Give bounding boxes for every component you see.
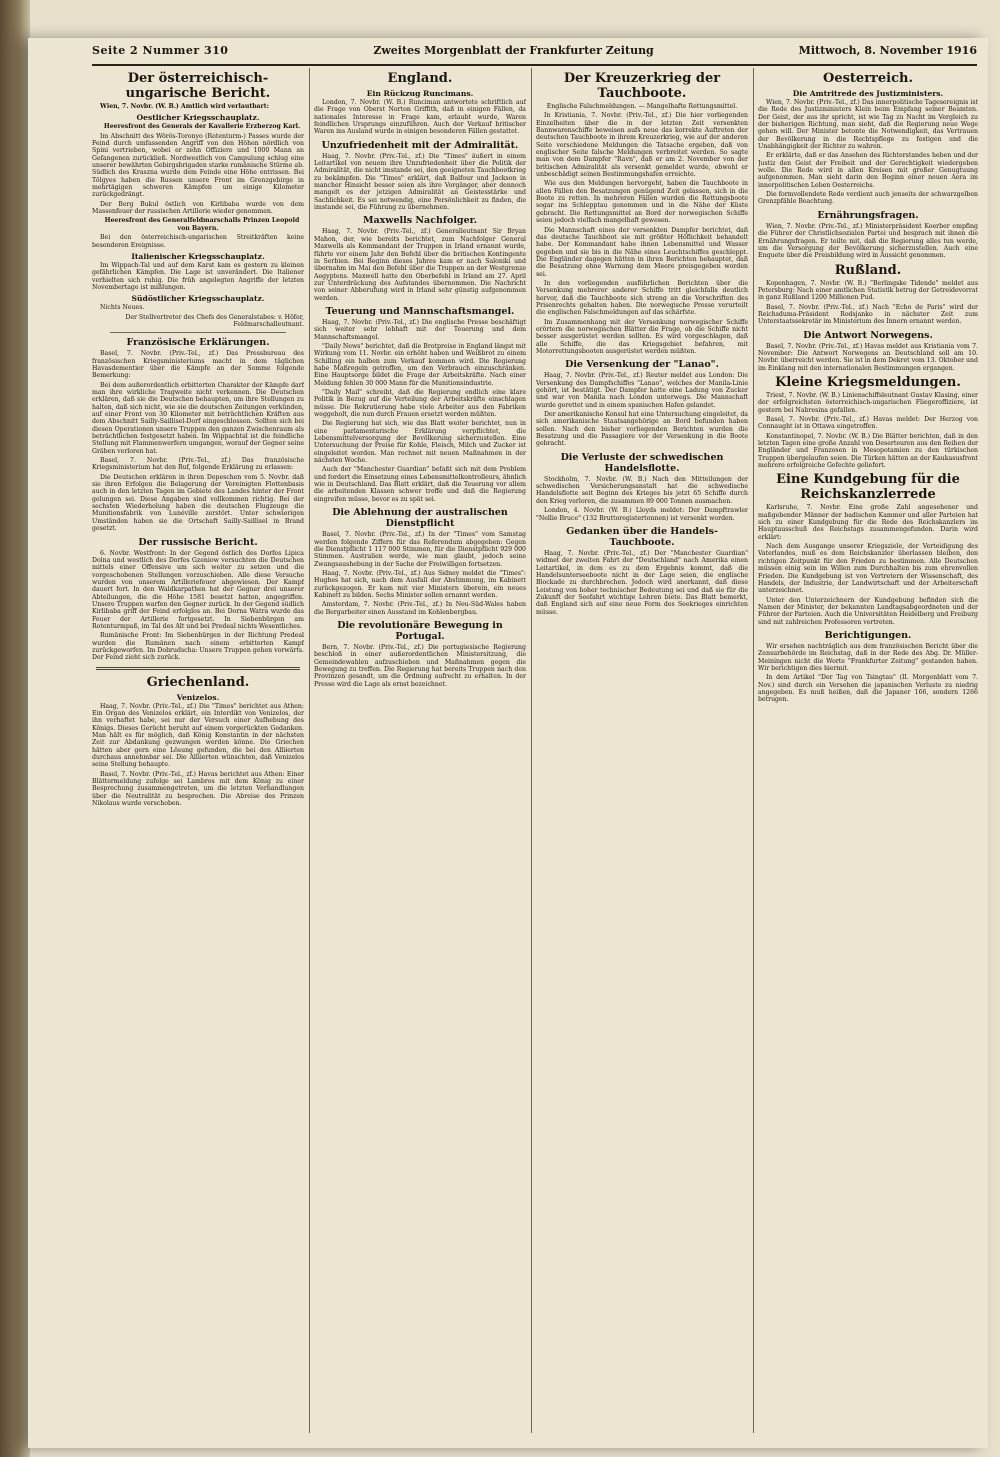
paragraph: Kopenhagen, 7. Novbr. (W. B.) "Berlingske Tidende" meldet aus Petersburg: Nach einer amtlichen Statistik betrug der Getreidevorrat in ganz Rußland 1200 Millionen Pud. bbox=[758, 279, 978, 302]
paragraph: Die Deutschen erklären in ihren Depeschen vom 5. Novbr. daß sie ihren Erfolgen die Belagerung der Vereinigten Flottenbasis auch in den letzten Tagen im Gebiete des Landes hinter der Front gelungen sei. Diese Angaben sind vollkommen richtig. Bei der sechsten Wiederholung haben die deutschen Flugzeuge die Munitionsfabrik von Lunéville zerstört. Unter schwierigen Umständen haben sie die Ortschaft Sailly-Saillisel in Brand gesetzt. bbox=[92, 473, 304, 533]
headline: Die Ablehnung der australischen Dienstpflicht bbox=[332, 507, 508, 530]
paragraph: Bei dem außerordentlich erbitterten Charakter der Kämpfe darf man ihre wirkliche Tragweite nicht verkennen. Die Deutschen erklären, daß sie die Deutschen behaupten, um ihre Stellungen zu halten, daß sich nicht, wie sie die deutschen Zeitungen verkünden, auf einer Front von 30 Kilometer mit beträchtlichen Kräften aus dem Abschnitt Sailly-Saillisel-Dorf eingeschlossen. Sollten sich bei diesen Operationen unsere Truppen den ganzen Zwischenraum als beträchtlichen festgesetzt haben. Im Wippachtal ist die feindliche Stellung mit Flammenwerfern umgangen, worauf der Gegner seine Gräben verloren hat. bbox=[92, 381, 304, 455]
subheadline: Venizelos. bbox=[176, 692, 220, 702]
paragraph: In Kristiania, 7. Novbr. (Priv.-Tel., zf.) Die hier vorliegenden Einzelheiten über die in der letzten Zeit versenkten Bannwarenschiffe beweisen aufs neue das korrekte Auftreten der deutschen Tauchboote in ihrem Kreuzerkrieg, wie auf der anderen Seite verschiedene Meldungen die Tatsache ergeben, daß von englischer Seite falsche Meldungen verbreitet werden. So sagte man von dem Dampfer "Ravn", daß er am 2. November von der britischen Admiralität als versenkt gemeldet wurde, obwohl er unbeschädigt seinen Bestimmungshafen erreichte. bbox=[536, 112, 748, 179]
signature: Der Stellvertreter des Chefs des Generalstabes: v. Höfer, Feldmarschalleutnant. bbox=[125, 313, 304, 328]
subheadline: Italienischer Kriegsschauplatz. bbox=[131, 251, 265, 261]
headline: Berichtigungen. bbox=[824, 629, 912, 641]
paragraph: Haag, 7. Novbr. (Priv.-Tel., zf.) Generalleutnant Sir Bryan Mahon, der, wie bereits berichtet, zum Nachfolger General Maxwells als Kommandant der Truppen in Irland ernannt wurde, führte vor einem Jahr den Befehl über die britischen Kontingente in Serbien. Bei Beginn dieses Jahres kam er nach Saloniki und übernahm im Mai den Befehl über die Truppen an der Westgrenze Aegyptens. Maxwell hatte den Oberbefehl in Irland am 27. April zur Unterdrückung des Aufstandes übernommen. Die Nachricht von seiner Abberufung wird in Irland sehr günstig aufgenommen werden. bbox=[314, 228, 526, 302]
divider bbox=[110, 332, 286, 333]
paragraph: Haag, 7. Novbr. (Priv.-Tel., zf.) Der "Manchester Guardian" widmet der zweiten Fahrt der "Deutschland" nach Amerika einen Leitartikel, in dem es zu dem Ergebnis kommt, daß die Handelsunterseeboote nicht in der Lage seien, die englische Blockade zu durchbrechen. Jedoch wird anerkannt, daß diese Leistung von hoher technischer Bedeutung sei und daß sie für die Zukunft der Seefahrt wichtige Lehren biete. Das Blatt bemerkt, daß England sich auf eine neue Form des Seekrieges einrichten müsse. bbox=[536, 549, 748, 616]
headline: Unzufriedenheit mit der Admiralität. bbox=[321, 139, 519, 151]
paragraph: London, 7. Novbr. (W. B.) Runciman antwortete schriftlich auf die Frage von Oberst Norton Griffith, daß in einigen Fällen, da nationales Interesse in Frage kam, erlaubt wurde, Waren feindlichen Ursprungs einzuführen. Auch der Verkauf britischer Waren ins Ausland wurde in einigen besonderen Fällen gestattet. bbox=[314, 99, 526, 136]
headline: Französische Erklärungen. bbox=[126, 337, 270, 349]
paragraph: Die Regierung hat sich, wie das Blatt weiter berichtet, nun in eine parlamentarische Erklärung verpflichtet, die Lebensmittelversorgung der Bevölkerung sicherzustellen. Eine Untersuchung der Preise für Kohle, Fleisch, Milch und Zucker ist eingeleitet worden. Man rechnet mit neuen Maßnahmen in der nächsten Woche. bbox=[314, 420, 526, 465]
headline: Die Versenkung der "Lanao". bbox=[565, 359, 719, 371]
headline: England. bbox=[387, 71, 453, 86]
headline: Der Kreuzerkrieg der Tauchboote. bbox=[563, 71, 721, 101]
paragraph: In dem Artikel "Der Tag von Tsingtau" (II. Morgenblatt vom 7. Nov.) sind durch ein Versehen die japanischen Verluste zu niedrig angegeben. Es muß heißen, daß die Japaner 166, sondern 1266 betrugen. bbox=[758, 674, 978, 704]
paragraph: Konstantinopel, 7. Novbr. (W. B.) Die Blätter berichten, daß in den letzten Tagen eine große Anzahl von Deserteuren aus den Reihen der Engländer und Franzosen in Mesopotamien zu den türkischen Truppen übergelaufen seien. Die Türken hätten an der Kaukasusfront mehrere erfolgreiche Gefechte geliefert. bbox=[758, 432, 978, 470]
subheadline: Südöstlicher Kriegsschauplatz. bbox=[131, 294, 265, 304]
paragraph: London, 4. Novbr. (W. B.) Lloyds meldet: Der Dampftrawler "Nellie Bruce" (132 Bruttoregistertonnen) ist versenkt worden. bbox=[536, 507, 748, 522]
paragraph: Basel, 7. Novbr. (Priv.-Tel., zf.) Nach "Echo de Paris" wird der Reichsduma-Präsident Rodsjanko in nächster Zeit zum Unterstaatssekretär im Ministerium des Innern ernannt werden. bbox=[758, 303, 978, 326]
headline: Gedanken über die Handels-Tauchboote. bbox=[566, 525, 718, 548]
paragraph: Haag, 7. Novbr. (Priv.-Tel., zf.) Die "Times" berichtet aus Athen: Ein Organ des Venizelos erklärt, ein Interdikt von Venizelos, der ihn verhaftet habe, sei nur der Versuch einer Aufhebung des Königs. Dieses Gerücht beruht auf einem vorgerückten Gedanken. Man hält es für möglich, daß König Konstantin in der nächsten Zeit zur Abdankung gezwungen werden könne. Die Griechen hätten aber gern eine Lösung gefunden, die bei den Alliierten durchaus annehmbar sei. Die Alliierten wünschten, daß Venizelos seine Stellung behaupte. bbox=[92, 702, 304, 769]
masthead: Zweites Morgenblatt der Frankfurter Zeitung bbox=[373, 44, 654, 57]
paragraph: Haag, 7. Novbr. (Priv.-Tel., zf.) Aus Sidney meldet die "Times": Hughes hat sich, nach dem Ausfall der Abstimmung, im Kabinett zurückgezogen. Er kam mit vier Ministern überein, ein neues Kabinett zu bilden. Sechs Minister sollen ernannt werden. bbox=[314, 569, 526, 599]
subheadline: Ein Rückzug Runcimans. bbox=[366, 89, 474, 98]
paragraph: Im Zusammenhang mit der Versenkung norwegischer Schiffe erörtern die norwegischen Blätter die Frage, ob die Schiffe nicht besser ausgerüstet werden sollten. Es wird vorgeschlagen, daß alle Schiffe, die das Kriegsgebiet befahren, mit Motorrettungsbooten ausgerüstet werden müßten. bbox=[536, 318, 748, 355]
paragraph: Triest, 7. Novbr. (W. B.) Linienschiffsleutnant Gustav Klasing, einer der erfolgreichsten österreichisch-ungarischen Fliegeroffiziere, ist gestern bei Nabresina gefallen. bbox=[758, 391, 978, 414]
subheadline: Oestlicher Kriegsschauplatz. bbox=[136, 113, 260, 123]
paragraph: Wie aus den Meldungen hervorgeht, haben die Tauchboote in allen Fällen den Besatzungen genügend Zeit gelassen, sich in die Boote zu retten. In mehreren Fällen wurden die Rettungsboote sogar ins Schlepptau genommen und in die Nähe der Küste gebracht. Die Rettungsmittel an Bord der norwegischen Schiffe seien jedoch vielfach mangelhaft gewesen. bbox=[536, 180, 748, 225]
paragraph: Basel, 7. Novbr. (Priv.-Tel., zf.) Havas meldet: Der Herzog von Connaught ist in Ottawa eingetroffen. bbox=[758, 416, 978, 431]
paragraph: Die Mannschaft eines der versenkten Dampfer berichtet, daß das deutsche Tauchboot sie mit größter Höflichkeit behandelt habe. Der Kommandant habe ihnen Lebensmittel und Wasser gegeben und sie bis in die Nähe eines Leuchtschiffes geschleppt. Die Engländer dagegen hätten in ihren Berichten behauptet, daß die Besatzung ohne Warnung dem Meere preisgegeben worden sei. bbox=[536, 226, 748, 278]
issue-date: Mittwoch, 8. November 1916 bbox=[798, 44, 977, 57]
paragraph: Amsterdam, 7. Novbr. (Priv.-Tel., zf.) In Neu-Süd-Wales haben die Bergarbeiter einen Ausstand im Kohlenbergbau. bbox=[314, 601, 526, 616]
paragraph: Haag, 7. Novbr. (Priv.-Tel., zf.) Die englische Presse beschäftigt sich weiter sehr lebhaft mit der Teuerung und dem Mannschaftsmangel. bbox=[314, 318, 526, 341]
paragraph: Auch der "Manchester Guardian" befaßt sich mit dem Problem und fordert die Einsetzung eines Lebensmittelkontrolleurs, ähnlich wie in Deutschland. Das Blatt erklärt, daß die Teuerung vor allem die arbeitenden Klassen schwer treffe und daß die Regierung eingreifen müsse, bevor es zu spät sei. bbox=[314, 466, 526, 503]
headline: Rußland. bbox=[834, 262, 902, 278]
paragraph: Rumänische Front: Im Siebenbürgen in der Richtung Predeal wurden die Rumänen nach einem erbitterten Kampf zurückgeworfen. Im Dobrudscha: Unsere Truppen gehen vorwärts. Der Feind zieht sich zurück. bbox=[92, 632, 304, 662]
page-header bbox=[92, 44, 977, 66]
paragraph: Haag, 7. Novbr. (Priv.-Tel., zf.) Reuter meldet aus London: Die Versenkung des Dampfschiffes "Lanao", welches der Manila-Linie gehört, ist bestätigt. Der Dampfer hatte eine Ladung von Zucker und war von Manila nach London unterwegs. Die Mannschaft wurde gerettet und in einem spanischen Hafen gelandet. bbox=[536, 372, 748, 409]
paragraph: Wien, 7. Novbr. (Priv.-Tel., zf.) Das innerpolitische Tagesereignis ist die Rede des Justizministers Klein beim Empfang seiner Beamten. Der Geist, der aus ihr spricht, ist wie Tag zu Nacht im Vergleich zu der bisherigen Richtung, man sieht, daß die Regierung neue Wege gehen will. Der Minister betonte die Notwendigkeit, das Vertrauen der Bevölkerung in die Rechtspflege zu festigen und die Unabhängigkeit der Richter zu wahren. bbox=[758, 99, 978, 151]
paragraph: Im Wippach-Tal und auf dem Karst kam es gestern zu kleinen gefährlichen Kämpfen. Die Lage ist unverändert. Die Italiener verhielten sich ruhig. Die früh angelegten Angriffe der letzten Novembertage ist mißlungen. bbox=[92, 261, 304, 291]
paragraph: "Daily Mail" schreibt, daß die Regierung endlich eine klare Politik in Bezug auf die Verteilung der Arbeitskräfte einschlagen müsse. Die Rekrutierung habe viele Arbeiter aus den Fabriken weggeholt, die nun durch Frauen ersetzt werden müßten. bbox=[314, 389, 526, 419]
headline: Teuerung und Mannschaftsmangel. bbox=[325, 305, 515, 317]
paragraph: "Daily News" berichtet, daß die Brotpreise in England längst mit Wirkung vom 11. Novbr. ein erhöht haben und Weißbrot zu einem Schilling ein halben zum Verkauf kommen wird. Die Regierung habe Maßregeln getroffen, um den Verbrauch einzuschränken. Eine Hauptsorge bildet die Frage der Arbeitskräfte. Nach einer Meldung fehlen 30 000 Mann für die Munitionsindustrie. bbox=[314, 342, 526, 387]
paragraph: Basel, 7. Novbr. (Priv.-Tel., zf.) Das französische Kriegsministerium hat den Ruf, folgende Erklärung zu erlassen: bbox=[92, 457, 304, 472]
subheadline: Die Amtritrede des Justizministers. bbox=[792, 89, 944, 98]
paragraph: Basel, 7. Novbr. (Priv.-Tel., zf.) Havas meldet aus Kristiania vom 7. November: Die Antwort Norwegens an Deutschland soll am 10. Novbr. überreicht werden. Sie ist in dem Dekret vom 13. Oktober und im Einklang mit den internationalen Bestimmungen ergangen. bbox=[758, 342, 978, 372]
paragraph: Er erklärte, daß er das Ansehen des Richterstandes heben und der Justiz den Geist der Freiheit und der Gerechtigkeit wiedergeben wolle. Die Rede wird in allen Kreisen mit großer Genugtuung aufgenommen. Man sieht darin den Beginn einer neuen Aera im innerpolitischen Leben Oesterreichs. bbox=[758, 152, 978, 189]
column-1 bbox=[92, 68, 304, 1438]
column-4 bbox=[758, 68, 978, 1438]
column-3 bbox=[536, 68, 748, 1438]
paragraph: Karlsruhe, 7. Novbr. Eine große Zahl angesehener und maßgebender Männer der badischen Kammer und aller Parteien hat sich zu einer Kundgebung für die Rede des Reichskanzlers im Hauptausschuß des Reichstags zusammengefunden. Darin wird erklärt: bbox=[758, 504, 978, 541]
paragraph: Der amerikanische Konsul hat eine Untersuchung eingeleitet, da sich amerikanische Staatsangehörige an Bord befunden haben sollen. Nach den bisher vorliegenden Berichten wurden die Besatzung und die Passagiere vor der Versenkung in die Boote gebracht. bbox=[536, 411, 748, 448]
headline: Der russische Bericht. bbox=[138, 536, 258, 548]
headline: Ernährungsfragen. bbox=[817, 209, 919, 221]
headline: Die Verluste der schwedischen Handelsflotte. bbox=[560, 451, 724, 474]
paragraph: Bern, 7. Novbr. (Priv.-Tel., zf.) Die portugiesische Regierung beschloß in einer außerordentlichen Ministersitzung, die Gemeindewahlen aufzuschieben und Maßnahmen gegen die Bewegung zu treffen. Die Regierung hat bereits Truppen nach den Provinzen gesandt, um die Ordnung aufrecht zu erhalten. In der Presse wird die Lage als ernst bezeichnet. bbox=[314, 643, 526, 688]
paragraph: Haag, 7. Novbr. (Priv.-Tel., zf.) Die "Times" äußert in einem Leitartikel von neuem ihre Unzufriedenheit über die Politik der Admiralität, die nicht imstande sei, den geeigneten Tauchbootkrieg zu bekämpfen. Die "Times" erklärt, daß Balfour und Jackson in mancher Hinsicht besser seien als ihre Vorgänger, aber dennoch mangelt es der jetzigen Admiralität an Geistesstärke und Sachlichkeit. Es sei notwendig, eine Persönlichkeit zu finden, die imstande sei, die Führung zu übernehmen. bbox=[314, 152, 526, 212]
headline: Oesterreich. bbox=[823, 71, 913, 86]
column-rule bbox=[309, 68, 310, 1433]
paragraph: Wien, 7. Novbr. (Priv.-Tel., zf.) Ministerpräsident Koerber empfing die Führer der Christlichsozialen Partei und besprach mit ihnen die Ernährungsfragen. Er teilte mit, daß die Regierung alles tun werde, um die Versorgung der Bevölkerung sicherzustellen. Auch eine Enquete über die Preisbildung wird in Aussicht genommen. bbox=[758, 222, 978, 260]
paragraph: Basel, 7. Novbr. (Priv.-Tel., zf.) In der "Times" vom Samstag werden folgende Ziffern für das Referendum abgegeben: Gegen die Dienstpflicht 1 117 000 Stimmen, für die Dienstpflicht 929 000 Stimmen. Australien werde, wie man glaubt, jedoch seine Zwangsaushebung in der Sache der Freiwilligen fortsetzen. bbox=[314, 531, 526, 568]
paragraph: Nichts Neues. bbox=[100, 304, 145, 312]
headline: Eine Kundgebung für die Reichskanzlerrede bbox=[776, 472, 960, 503]
paragraph: Im Abschnitt des Wörös-Toronyo (Rotenturm-) Passes wurde der Feind durch umfassenden Angriff von den Höhen nördlich von Spini vertrieben, wobei er zehn Offiziere und 1000 Mann an Gefangenen zurückließ. Nordwestlich von Campulung schlug eine unserer bewährten Gebirgsbrigaden starke rumänische Stürme ab. Südlich des Kraszna wurde dem Feinde eine Höhe entrissen. Bei Tölgyes haben die Russen unsere Front im Grenzgebirge in mehrtägigen schweren Kämpfen um einige Kilometer zurückgedrängt. bbox=[92, 132, 304, 199]
paragraph: Bei den österreichisch-ungarischen Streitkräften keine besonderen Ereignisse. bbox=[92, 234, 304, 249]
paragraph: In den vorliegenden ausführlichen Berichten über die Versenkung mehrerer anderer Schiffe tritt gleichfalls deutlich hervor, daß die Tauchboote sich streng an die Vorschriften des Prisenrechts gehalten haben. Die norwegische Presse verurteilt die englischen Falschmeldungen auf das schärfste. bbox=[536, 279, 748, 317]
paragraph: Heeresfront des Generalfeldmarschalls Prinzen Leopold von Bayern. bbox=[104, 217, 300, 232]
paragraph: Wir ersehen nachträglich aus dem französischen Bericht über die Zensurbehörde im Reichstag, daß in der Rede des Abg. Dr. Müller-Meiningen nicht die Worte "Frankfurter Zeitung" gestanden haben. Wir berichtigen dies hiermit. bbox=[758, 642, 978, 672]
paragraph: Heeresfront des Generals der Kavallerie Erzherzog Karl. bbox=[103, 123, 301, 131]
headline: Die Antwort Norwegens. bbox=[803, 329, 933, 341]
book-binding bbox=[0, 0, 30, 1457]
column-rule bbox=[531, 68, 532, 1433]
paragraph: Basel, 7. Novbr. (Priv.-Tel., zf.) Havas berichtet aus Athen: Einer Blättermeldung zufolge sei Lambros mit dem König zu einer Besprechung zusammengetreten, um die letzten Verhandlungen über die Neutralität zu besprechen. Die Abreise des Prinzen Nikolaus wurde verschoben. bbox=[92, 770, 304, 808]
column-rule bbox=[753, 68, 754, 1433]
paragraph: Die formvollendete Rede verdient auch jenseits der schwarzgelben Grenzpfähle Beachtung. bbox=[758, 191, 978, 206]
subheadline: Englische Falschmeldungen. — Mangelhafte Rettungsmittel. bbox=[546, 103, 738, 110]
page-number: Seite 2 Nummer 310 bbox=[92, 44, 229, 57]
paragraph: Basel, 7. Novbr. (Priv.-Tel., zf.) Das Pressbureau des französischen Kriegsministeriums macht in dem täglichen Havasdementier über die Kämpfe an der Somme folgende Bemerkung: bbox=[92, 350, 304, 380]
headline: Kleine Kriegsmeldungen. bbox=[775, 374, 961, 390]
headline: Die revolutionäre Bewegung in Portugal. bbox=[337, 619, 503, 642]
headline: Griechenland. bbox=[146, 674, 250, 690]
paragraph: Stockholm, 7. Novbr. (W. B.) Nach den Mitteilungen der schwedischen Versicherungsanstalt hat die schwedische Handelsflotte seit Beginn des Krieges bis jetzt 65 Schiffe durch den Krieg verloren, die zusammen 89 000 Tonnen ausmachen. bbox=[536, 475, 748, 505]
column-2 bbox=[314, 68, 526, 1438]
paragraph: Der Berg Bukul östlich von Kirlibaba wurde von dem Massenfeuer der russischen Artillerie wieder genommen. bbox=[92, 200, 304, 216]
paragraph: Unter den Unterzeichnern der Kundgebung befinden sich die Namen der Minister, der bekannten Landtagsabgeordneten und der Führer der Parteien. Auch die Universitäten Heidelberg und Freiburg sind mit zahlreichen Professoren vertreten. bbox=[758, 596, 978, 626]
headline: Maxwells Nachfolger. bbox=[362, 215, 478, 227]
divider bbox=[96, 667, 300, 670]
paragraph: Nach dem Ausgange unserer Kriegsziele, der Verteidigung des Vaterlandes, muß es dem Reichskanzler überlassen bleiben, den richtigen Zeitpunkt für den Frieden zu bestimmen. Alle Deutschen müssen einig sein im Willen zum Durchhalten bis zum ehrenvollen Frieden. Die Kundgebung ist von Vertretern der Wissenschaft, des Handels, der Industrie, der Landwirtschaft und der Arbeiterschaft unterzeichnet. bbox=[758, 543, 978, 595]
headline: Der österreichisch-ungarische Bericht. bbox=[125, 71, 271, 101]
paragraph: 6. Novbr. Westfront: In der Gegend östlich des Dorfes Lipica Dolna und westlich des Dorfes Gzeniow versuchten die Deutschen mittels einer Offensive um sich weiter zu setzen und die vorgeschobenen Stellungen vorzuschieben. Alle diese Versuche wurden von unserem Artilleriefeuer abgewiesen. Der Kampf dauert fort. In den Waldkarpathen hat der Gegner drei unserer Abteilungen, die die Höhe 1581 besetzt hatten, angegriffen. Unsere Truppen warfen den Gegner zurück. In der Gegend südlich Kirlibaba griff der Feind erfolglos an. Bei Dorna Watra wurde das Feuer der Artillerie fortgesetzt. In Siebenbürgen am Rotenturmpaß, im Tal des Alt und bei Predeal nichts Wesentliches. bbox=[92, 549, 304, 630]
dateline: Wien, 7. Novbr. (W. B.) Amtlich wird verlautbart: bbox=[100, 103, 269, 110]
